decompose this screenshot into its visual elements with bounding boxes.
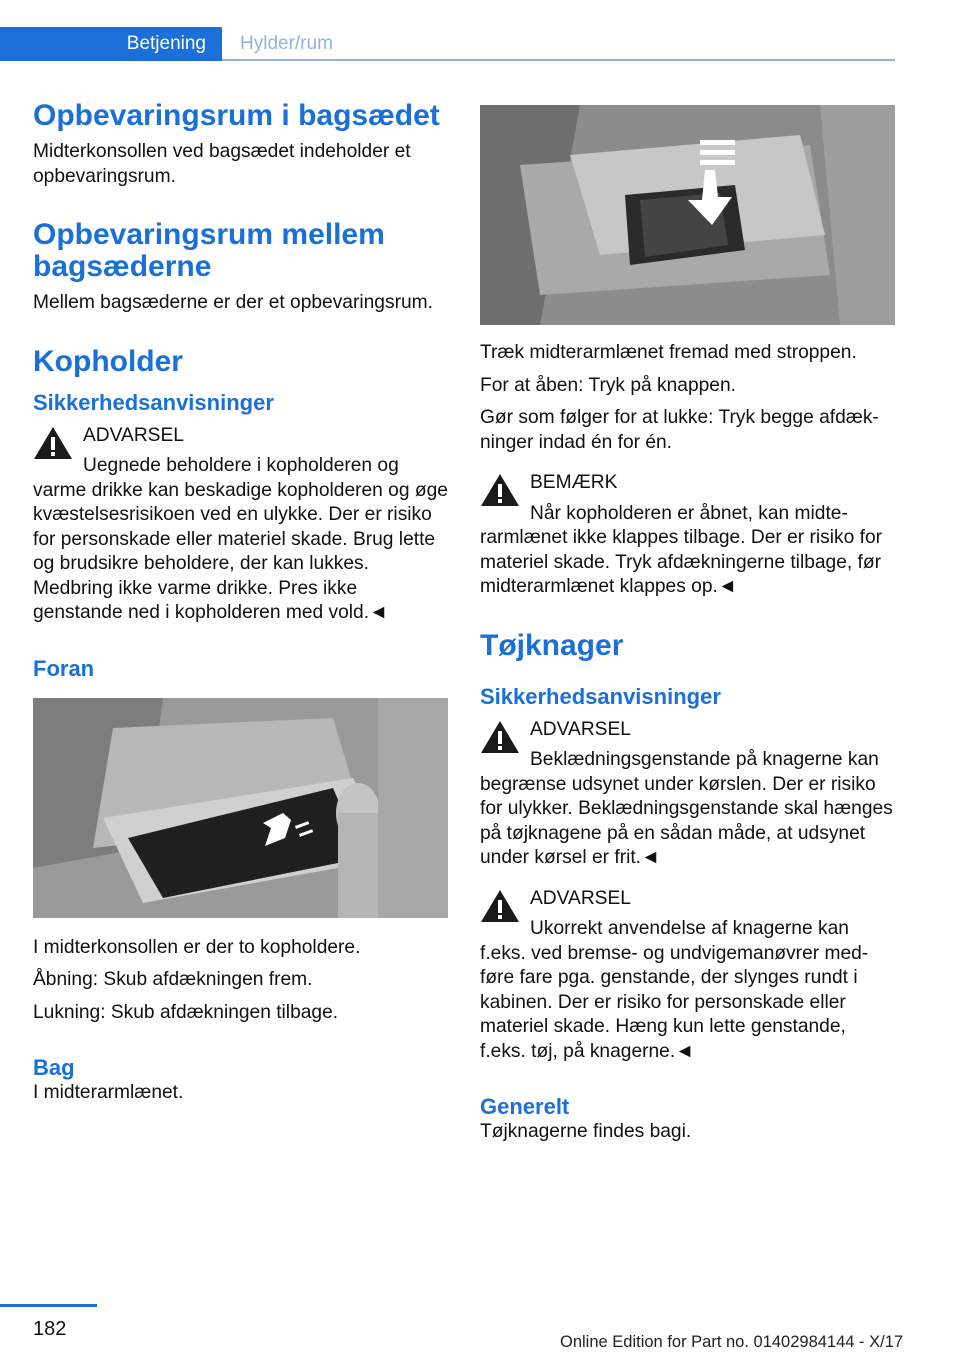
heading-backseat-storage: Opbevaringsrum i bagsædet: [33, 99, 440, 132]
warning-label: ADVARSEL: [530, 718, 631, 740]
header-tabs: [0, 27, 895, 63]
warning-triangle-icon: [480, 473, 520, 507]
warning-box-cupholder: [33, 424, 448, 626]
warning-triangle-icon: [480, 720, 520, 754]
note-label: BEMÆRK: [530, 472, 618, 493]
text-backseat-storage: Midterkonsollen ved bagsædet indeholder et opbevaringsrum.: [33, 141, 411, 187]
heading-front: Foran: [33, 655, 95, 681]
text-armrest-2: For at åben: Tryk på knappen.: [480, 374, 736, 396]
edition-text: Online Edition for Part no. 01402984144 - X/17: [560, 1333, 904, 1351]
warning-label: ADVARSEL: [530, 887, 631, 909]
warning-text: Beklædningsgenstande på knagerne kan begrænse udsynet under kørslen. Der er risiko for ulykker. Beklædningsgenstande skal hænges på tøjknagene på en sådan måde, at udsynet under kørsel er frit.◄: [480, 749, 893, 868]
heading-between-seats-storage: Opbevaringsrum mellem bagsæderne: [33, 218, 385, 283]
warning-label: ADVARSEL: [83, 424, 184, 446]
front-cupholder-illustration: [33, 698, 448, 918]
heading-cupholder: Kopholder: [33, 344, 183, 378]
text-armrest-1: Træk midterarmlænet fremad med stroppen.: [480, 342, 857, 363]
text-front-1: I midterkonsollen er der to kopholdere.: [33, 936, 361, 958]
note-text: Når kopholderen er åbnet, kan midterarmlænet ikke klappes tilbage. Der er risiko for materiel skade. Tryk afdækningerne tilbage, før midterarmlænet klappes op.◄: [480, 502, 883, 597]
page-number: 182: [33, 1318, 67, 1340]
note-box-armrest: [480, 471, 895, 600]
rear-armrest-illustration: [480, 105, 895, 325]
text-armrest-3: Gør som følger for at lukke: Tryk begge afdækninger indad én for én.: [480, 407, 879, 453]
photo-rear-armrest: [480, 105, 895, 325]
photo-front-cupholder: [33, 698, 448, 918]
text-back: I midterarmlænet.: [33, 1082, 184, 1103]
text-front-2: Åbning: Skub afdækningen frem.: [33, 969, 313, 990]
text-front-3: Lukning: Skub afdækningen tilbage.: [33, 1001, 339, 1023]
warning-text: Ukorrekt anvendelse af knagerne kan f.eks. ved bremse- og undvigemanøvrer medføre fare pga. genstande, der slynges rundt i kabinen. Der er risiko for personskade eller materiel skade. Hæng kun lette genstande, f.eks. tøj, på knagerne.◄: [480, 918, 869, 1062]
text-general: Tøjknagerne findes bagi.: [480, 1121, 692, 1142]
warning-box-hooks-2: [480, 887, 895, 1065]
warning-text: Uegnede beholdere i kopholderen og varme drikke kan beskadige kopholderen og øge kvæstelsesrisikoen ved en ulykke. Der er risiko for personskade eller materiel skade. Brug lette og brudsikre beholdere, der kan lukkes. Medbring ikke varme drikke. Pres ikke genstande ned i kopholderen med vold.◄: [33, 455, 448, 623]
warning-box-hooks-1: [480, 718, 895, 871]
tab-hylder-rum[interactable]: Hylder/rum: [240, 33, 333, 54]
warning-triangle-icon: [33, 426, 73, 460]
heading-clothes-hooks: Tøjknager: [480, 628, 624, 662]
warning-triangle-icon: [480, 889, 520, 923]
heading-back: Bag: [33, 1055, 75, 1080]
footer-accent-line: [0, 1304, 97, 1307]
tab-underline: [222, 59, 895, 61]
heading-safety-right: Sikkerhedsanvisninger: [480, 683, 721, 709]
text-between-seats-storage: Mellem bagsæderne er der et opbevaringsrum.: [33, 292, 433, 313]
tab-betjening[interactable]: Betjening: [0, 27, 222, 61]
heading-safety-left: Sikkerhedsanvisninger: [33, 389, 274, 415]
heading-general: Generelt: [480, 1094, 570, 1119]
right-column: [480, 105, 895, 1145]
left-column: [33, 100, 448, 1106]
